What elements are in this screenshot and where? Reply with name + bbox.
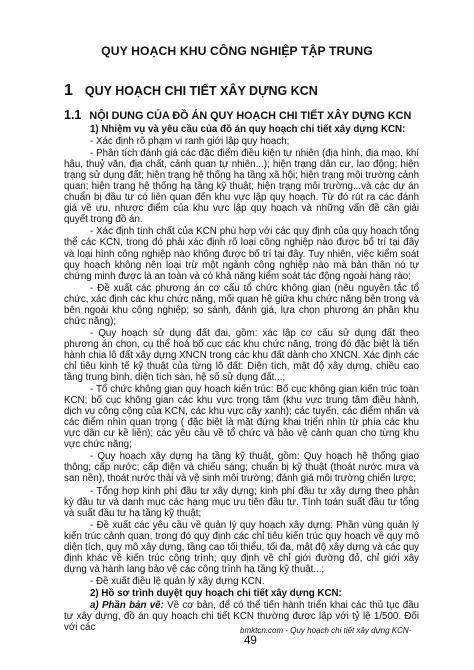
document-title: QUY HOẠCH KHU CÔNG NGHIỆP TẬP TRUNG — [101, 44, 373, 58]
body-text — [64, 124, 419, 634]
paragraph: - Xác định rõ phạm vi ranh giới lập quy hoạch; — [90, 136, 290, 148]
paragraph: - Xác định tính chất của KCN phù hợp với các quy định của quy hoạch tổng thể các KCN, trong đó phải xác định rõ loại công nghiệp nào được bố trí tại đây và loại hình công nghiệp nào không được bố trí tại đây. Tuy nhiên, việc kiểm soát quy hoạch không nên loại trừ một ngành công nghiệp nào mà bản thân nó tự chứng minh được là an toàn và có khả năng kiểm soát tác động ngoài hàng rào; — [64, 226, 419, 282]
paragraph: - Quy hoạch sử dụng đất đai, gồm: xác lập cơ cấu sử dụng đất theo phương án chọn, cụ thể hoá bố cục các khu chức năng, trong đó đặc biệt là tiến hành chia lô đất xây dựng XNCN trong các khu đất dành cho XNCN. Xác định các chỉ tiêu kinh tế kỹ thuật của từng lô đất: Diện tích, mật độ xây dựng, chiều cao tầng trung bình, diện tích sàn, hệ số sử dụng đất...; — [64, 327, 419, 384]
paragraph: - Tổ chức không gian quy hoạch kiến trúc: Bố cục không gian kiến trúc toàn KCN; bố cục không gian các khu vực trọng tâm (khu vực trung tâm điều hành, dịch vụ công cộng của KCN, các khu vực cây xanh); các tuyến, các điểm nhấn và các điểm nhìn quan trọng ( đặc biệt là mặt đứng khai triển nhìn từ phía các khu vực dân cư kề liền); các yêu cầu về tổ chức và bảo vệ cảnh quan cho từng khu vực chức năng; — [64, 384, 419, 451]
section-heading — [64, 82, 318, 100]
subheading-requirements: 1) Nhiệm vụ và yêu cầu của đồ án quy hoạch chi tiết xây dựng KCN: — [90, 124, 406, 135]
paragraph: - Tổng hợp kinh phí đầu tư xây dựng; kinh phí đầu tư xây dựng theo phân kỳ đầu tư và danh mục các hạng mục ưu tiên đầu tư. Tính toán suất đầu tư tổng và suất đầu tư hạ tầng kỹ thuật; — [64, 485, 419, 519]
subsection-number: 1.1 — [64, 108, 82, 122]
subsection-heading — [64, 108, 411, 122]
drawings-text: Về cơ bản, để có thể tiến hành triển khai các thủ tục đầu tư xây dựng, đồ án quy hoạch chi tiết KCN thường được lập với tỷ lệ 1/500. Đối với các — [64, 599, 419, 634]
footer-text: bmktcn.com - Quy hoạch chi tiết xây dựng KCN- — [240, 626, 412, 635]
paragraph: - Đề xuất điều lệ quản lý xây dựng KCN. — [90, 575, 265, 587]
paragraph: - Đề xuất các phương án cơ cấu tổ chức không gian (nêu nguyên tắc tổ chức, xác định các khu chức năng, mối quan hệ giữa khu chức năng bên trong và bên ngoài khu công nghiệp; so sánh, đánh giá, lựa chọn phương án phân khu chức năng); — [64, 282, 419, 327]
paragraph: - Đề xuất các yêu cầu về quản lý quy hoạch xây dựng: Phần vùng quản lý kiến trúc cảnh quan, trong đó quy định các chỉ tiêu kiến trúc quy hoạch về quy mô diện tích, quy mô xây dựng, tầng cao tối thiểu, tối đa, mật độ xây dựng và các quy định khác về kiến trúc công trình; quy định về chỉ giới đường đỏ, chỉ giới xây dựng và hành lang bảo vệ các công trình hạ tầng kỹ thuật...; — [64, 519, 419, 575]
subheading-dossier: 2) Hồ sơ trình duyệt quy hoạch chi tiết xây dựng KCN: — [90, 587, 342, 599]
drawings-label: a) Phần bản vẽ: — [90, 599, 164, 611]
subsection-title: NỘI DUNG CỦA ĐỒ ÁN QUY HOẠCH CHI TIẾT XÂY DỰNG KCN — [89, 110, 412, 122]
paragraph: - Phân tích đánh giá các đặc điểm điều kiện tự nhiên (địa hình, địa mạo, khí hậu, thuỷ văn, địa chất, cảnh quan tự nhiên...); hiện trạng dân cư, lao động; hiện trạng sử dụng đất; hiện trạng hệ thống hạ tầng xã hội; hiện trạng môi trường cảnh quan; hiện trạng hệ thống hạ tầng kỹ thuật; hiện trạng môi trường...và các dự án chuẩn bị đầu tư có liên quan đến khu vực lập quy hoạch. Từ đó rút ra các đánh giá về ưu, nhược điểm của khu vực lập quy hoạch và những vấn đề cần giải quyết trong đồ án. — [64, 148, 419, 226]
page-number: 49 — [244, 635, 257, 647]
page-footer — [240, 626, 420, 647]
section-title: QUY HOẠCH CHI TIẾT XÂY DỰNG KCN — [84, 84, 318, 98]
section-number: 1 — [64, 82, 73, 99]
paragraph: - Quy hoạch xây dựng hạ tầng kỹ thuật, gồm: Quy hoạch hệ thống giao thông; cấp nước; cấp điện và chiếu sáng; chuẩn bị kỹ thuật (thoát nước mưa và san nền), thoát nước thải và vệ sinh môi trường; đánh giá môi trường chiến lược; — [64, 451, 419, 485]
